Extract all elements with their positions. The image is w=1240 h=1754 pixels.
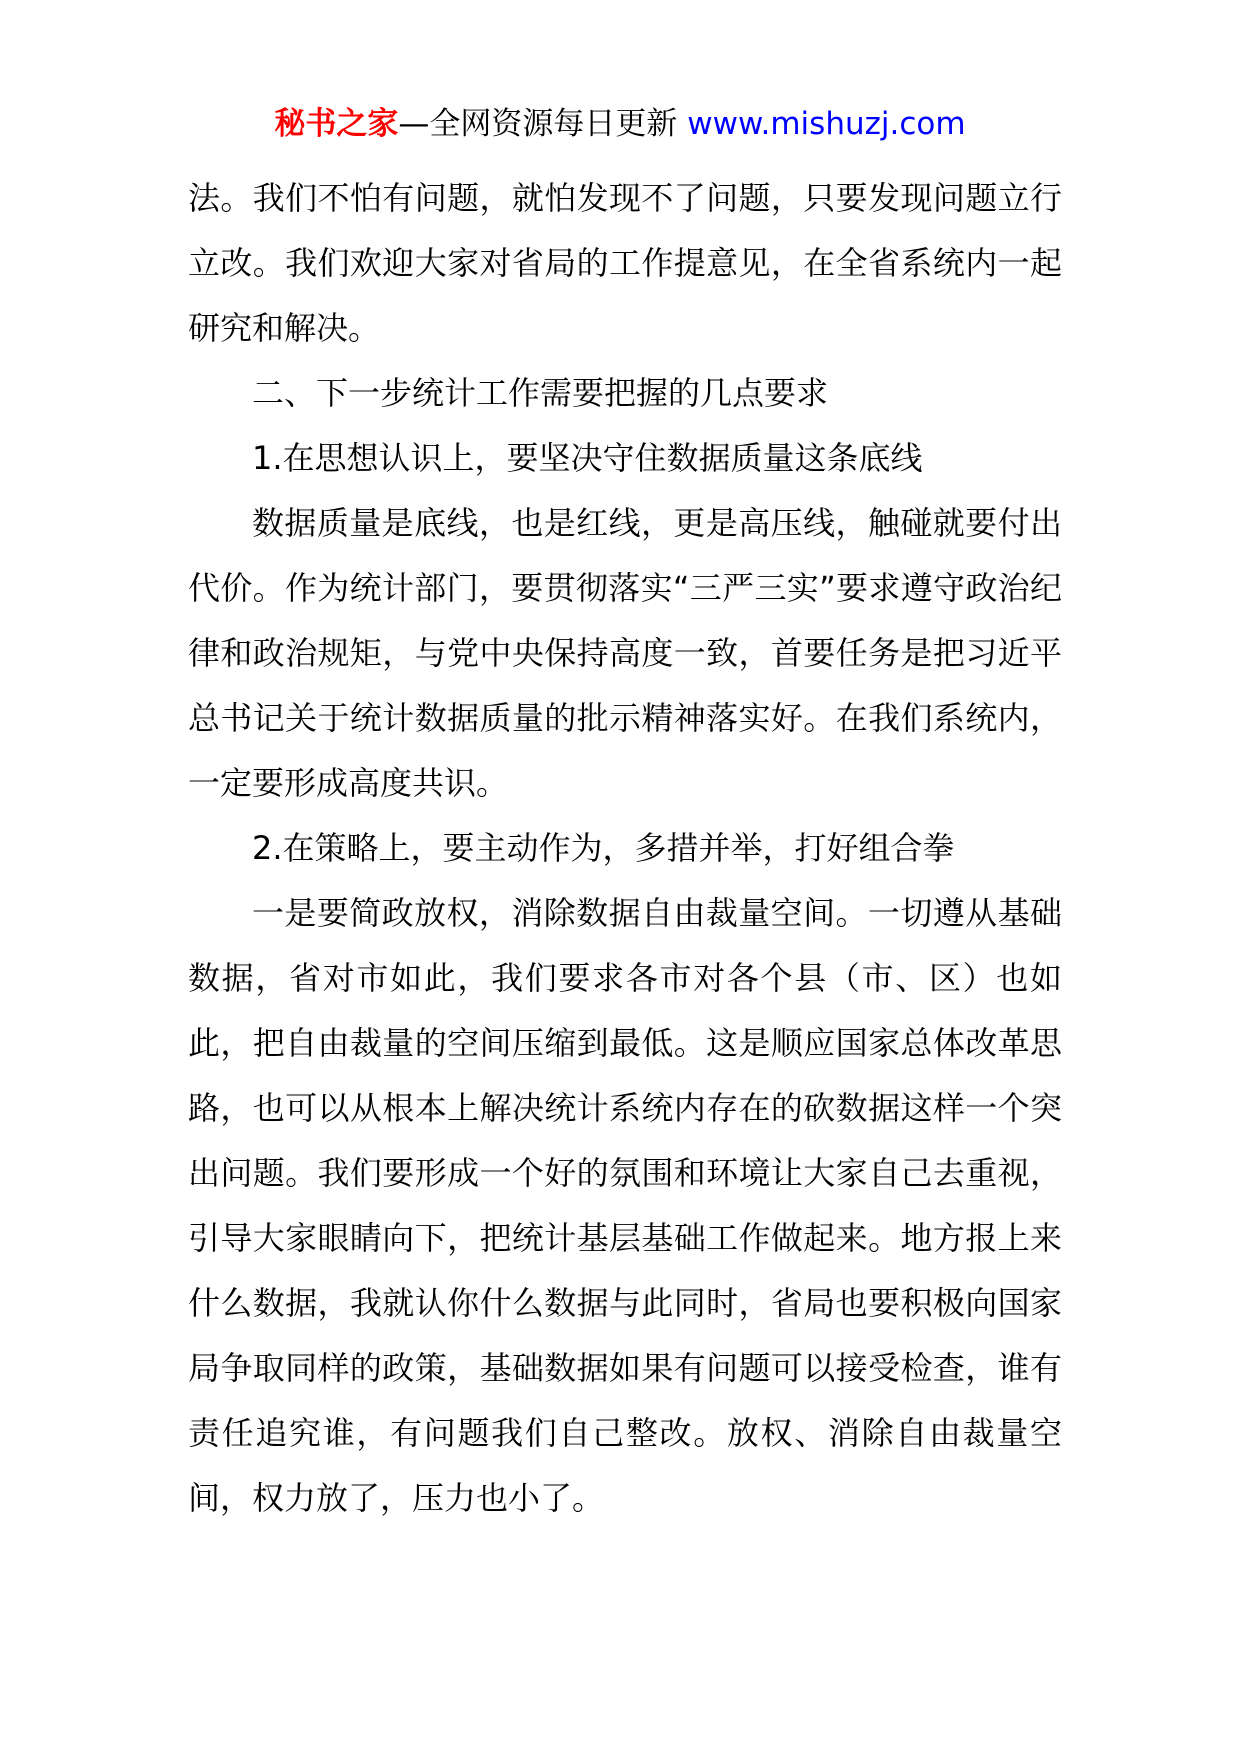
header-tagline: —全网资源每日更新 bbox=[398, 106, 678, 142]
brand-name: 秘书之家 bbox=[274, 106, 399, 142]
subsection-heading-1: 1.在思想认识上，要坚决守住数据质量这条底线 bbox=[252, 439, 923, 477]
paragraph-continuation: 法。我们不怕有问题，就怕发现不了问题，只要发现问题立行立改。我们欢迎大家对省局的工作提意见，在全省系统内一起研究和解决。 bbox=[188, 179, 1062, 347]
paragraph-decentralization: 一是要简政放权，消除数据自由裁量空间。一切遵从基础数据，省对市如此，我们要求各市对各个县（市、区）也如此，把自由裁量的空间压缩到最低。这是顺应国家总体改革思路，也可以从根本上解决统计系统内存在的砍数据这样一个突出问题。我们要形成一个好的氛围和环境让大家自己去重视，引导大家眼睛向下，把统计基层基础工作做起来。地方报上来什么数据，我就认你什么数据与此同时，省局也要积极向国家局争取同样的政策，基础数据如果有问题可以接受检查，谁有责任追究谁，有问题我们自己整改。放权、消除自由裁量空间，权力放了，压力也小了。 bbox=[188, 894, 1062, 1517]
paragraph-data-quality: 数据质量是底线，也是红线，更是高压线，触碰就要付出代价。作为统计部门，要贯彻落实“三严三实”要求遵守政治纪律和政治规矩，与党中央保持高度一致，首要任务是把习近平总书记关于统计数据质量的批示精神落实好。在我们系统内，一定要形成高度共识。 bbox=[188, 504, 1062, 802]
subsection-heading-2: 2.在策略上，要主动作为，多措并举，打好组合拳 bbox=[252, 829, 955, 867]
page-header bbox=[0, 100, 1240, 148]
section-heading: 二、下一步统计工作需要把握的几点要求 bbox=[252, 374, 829, 412]
document-body bbox=[188, 166, 1062, 1531]
site-url-link[interactable]: www.mishuzj.com bbox=[687, 106, 966, 142]
